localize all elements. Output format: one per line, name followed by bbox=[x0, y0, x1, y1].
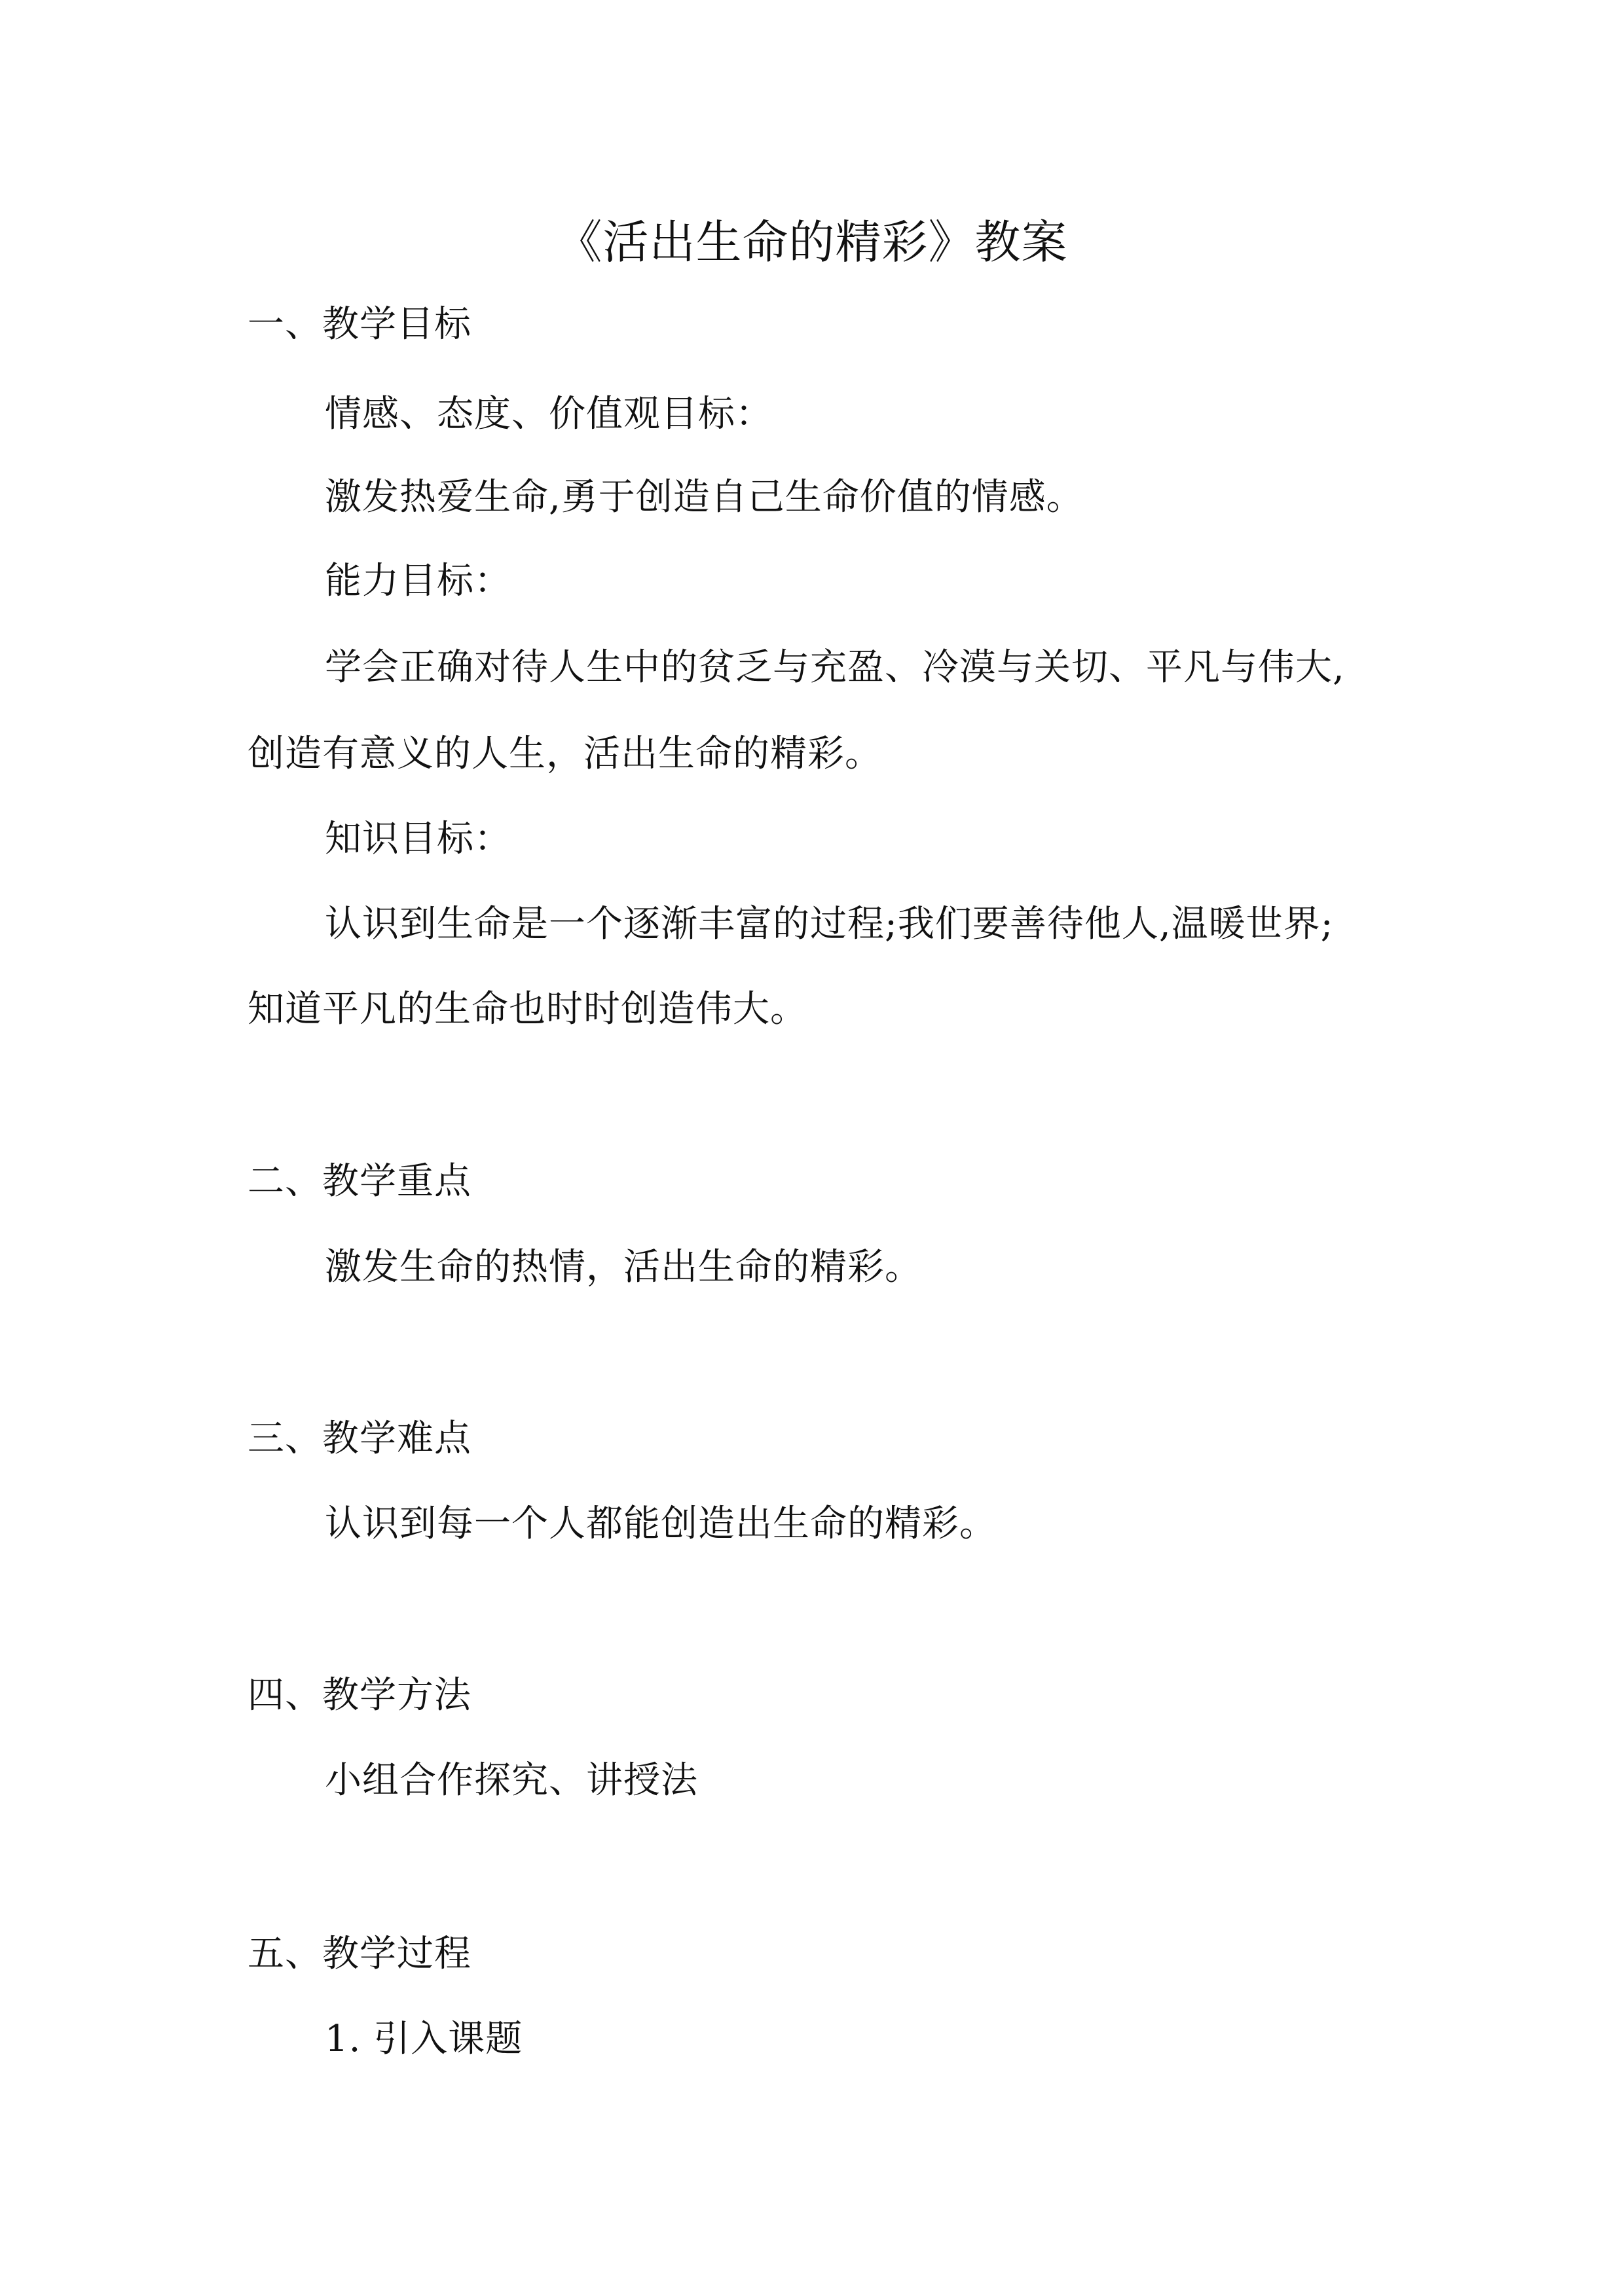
objective-text-emotion: 激发热爱生命,勇于创造自己生命价值的情感。 bbox=[325, 476, 1084, 519]
section-heading-process: 五、教学过程 bbox=[248, 1933, 471, 1975]
process-item-1: 1. 引入课题 bbox=[325, 2018, 523, 2060]
document-title: 《活出生命的精彩》教案 bbox=[556, 215, 1068, 269]
objective-label-emotion: 情感、态度、价值观目标： bbox=[325, 393, 773, 435]
key-points-text: 激发生命的热情，活出生命的精彩。 bbox=[325, 1246, 922, 1288]
section-heading-objectives: 一、教学目标 bbox=[248, 303, 471, 346]
objective-label-ability: 能力目标： bbox=[325, 560, 511, 602]
objective-text-knowledge-line2: 知道平凡的生命也时时创造伟大。 bbox=[248, 988, 807, 1030]
difficulties-text: 认识到每一个人都能创造出生命的精彩。 bbox=[325, 1503, 997, 1545]
section-heading-methods: 四、教学方法 bbox=[248, 1674, 471, 1717]
section-heading-difficulties: 三、教学难点 bbox=[248, 1417, 471, 1460]
objective-text-ability-line2: 创造有意义的人生，活出生命的精彩。 bbox=[248, 733, 882, 775]
section-heading-key-points: 二、教学重点 bbox=[248, 1160, 471, 1203]
objective-text-knowledge-line1: 认识到生命是一个逐渐丰富的过程;我们要善待他人,温暖世界; bbox=[325, 903, 1334, 945]
methods-text: 小组合作探究、讲授法 bbox=[325, 1759, 698, 1802]
objective-text-ability-line1: 学会正确对待人生中的贫乏与充盈、冷漠与关切、平凡与伟大, bbox=[325, 646, 1345, 689]
objective-label-knowledge: 知识目标： bbox=[325, 818, 511, 860]
